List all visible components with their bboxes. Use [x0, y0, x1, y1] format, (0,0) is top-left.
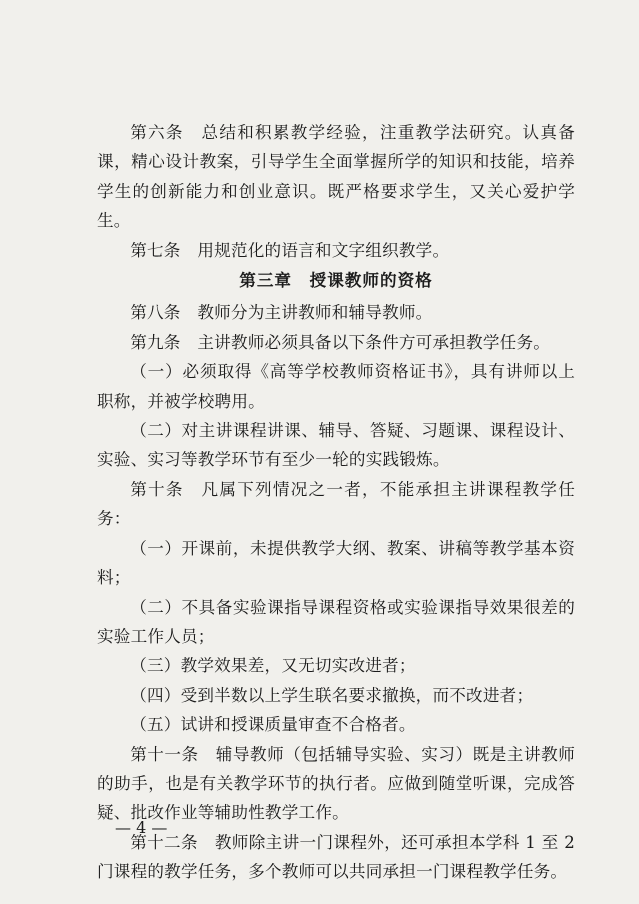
page-number: — 4 — [115, 818, 168, 837]
article-10-item-2: （二）不具备实验课指导课程资格或实验课指导效果很差的实验工作人员； [97, 597, 575, 646]
article-9: 第九条 主讲教师必须具备以下条件方可承担教学任务。 [130, 332, 551, 352]
article-6: 第六条 总结和积累教学经验，注重教学法研究。认真备课，精心设计教案，引导学生全面掌握所学的知识和技能，培养学生的创新能力和创业意识。既严格要求学生，又关心爱护学生。 [97, 123, 575, 231]
article-10-item-3: （三）教学效果差，又无切实改进者； [130, 656, 416, 676]
article-10-item-5: （五）试讲和授课质量审查不合格者。 [130, 715, 416, 735]
article-12: 第十二条 教师除主讲一门课程外，还可承担本学科 1 至 2 门课程的教学任务，多个教师可以共同承担一门课程教学任务。 [97, 832, 575, 882]
article-10: 第十条 凡属下列情况之一者，不能承担主讲课程教学任务： [97, 479, 575, 529]
article-10-item-4: （四）受到半数以上学生联名要求撤换，而不改进者； [130, 685, 534, 705]
article-9-item-2: （二）对主讲课程讲课、辅导、答疑、习题课、课程设计、实验、实习等教学环节有至少一轮的实践锻炼。 [97, 421, 575, 470]
chapter-heading: 第三章 授课教师的资格 [239, 271, 433, 291]
article-7: 第七条 用规范化的语言和文字组织教学。 [130, 240, 450, 260]
article-9-item-1: （一）必须取得《高等学校教师资格证书》，具有讲师以上职称，并被学校聘用。 [97, 362, 575, 411]
article-10-item-1: （一）开课前，未提供教学大纲、教案、讲稿等教学基本资料； [97, 538, 575, 588]
article-8: 第八条 教师分为主讲教师和辅导教师。 [130, 303, 433, 323]
article-11: 第十一条 辅导教师（包括辅导实验、实习）既是主讲教师的助手，也是有关教学环节的执行者。应做到随堂听课，完成答疑、批改作业等辅助性教学工作。 [97, 744, 575, 823]
document-body [97, 118, 575, 887]
